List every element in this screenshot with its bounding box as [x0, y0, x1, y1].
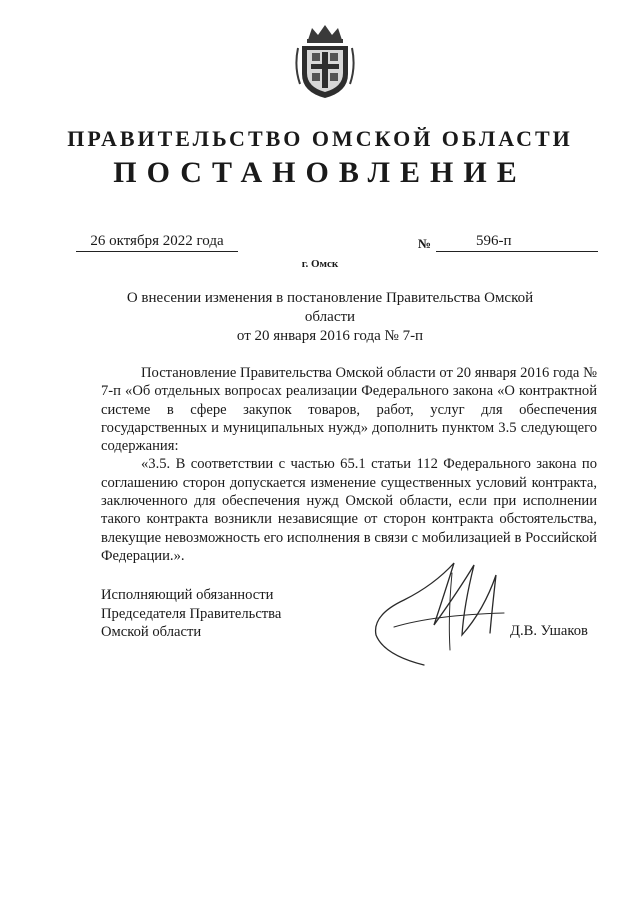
authority-title: ПРАВИТЕЛЬСТВО ОМСКОЙ ОБЛАСТИ: [67, 126, 573, 151]
document-number-field: [436, 233, 598, 252]
document-type-title: ПОСТАНОВЛЕНИЕ: [113, 156, 527, 189]
document-body: [101, 364, 597, 565]
signer-position-line-3: Омской области: [101, 624, 202, 640]
subject-line-1: О внесении изменения в постановление Правительства Омской области: [126, 290, 534, 325]
signer-name: Д.В. Ушаков: [510, 623, 588, 639]
subject-line-2: от 20 января 2016 года № 7-п: [236, 328, 424, 344]
number-sign: №: [418, 236, 432, 251]
signer-position-line-1: Исполняющий обязанности: [101, 587, 274, 603]
body-paragraph-2: «3.5. В соответствии с частью 65.1 статьи 112 Федерального закона по соглашению сторон допускается изменение существенных условий контракта, заключенного для обеспечения нужд Омской области, если при исполнении такого контракта возникли независящие от сторон контракта обстоятельства, влекущие невозможность его исполнения в связи с мобилизацией в Российской Федерации.».: [101, 456, 597, 564]
document-subject: [100, 289, 560, 346]
issue-city: г. Омск: [301, 258, 339, 270]
signer-position-line-2: Председателя Правительства: [101, 605, 282, 622]
document-date: 26 октября 2022 года: [76, 233, 238, 252]
signer-position: [101, 586, 281, 642]
coat-of-arms-icon: [294, 22, 356, 100]
document-number: 596-п: [476, 233, 512, 249]
body-paragraph-1: Постановление Правительства Омской области от 20 января 2016 года № 7-п «Об отдельных вопросах реализации Федерального закона «О контрактной системе в сфере закупок товаров, работ, услуг для обеспечения государственных и муниципальных нужд» дополнить пунктом 3.5 следующего содержания:: [101, 365, 597, 455]
handwritten-signature-icon: [364, 555, 514, 670]
